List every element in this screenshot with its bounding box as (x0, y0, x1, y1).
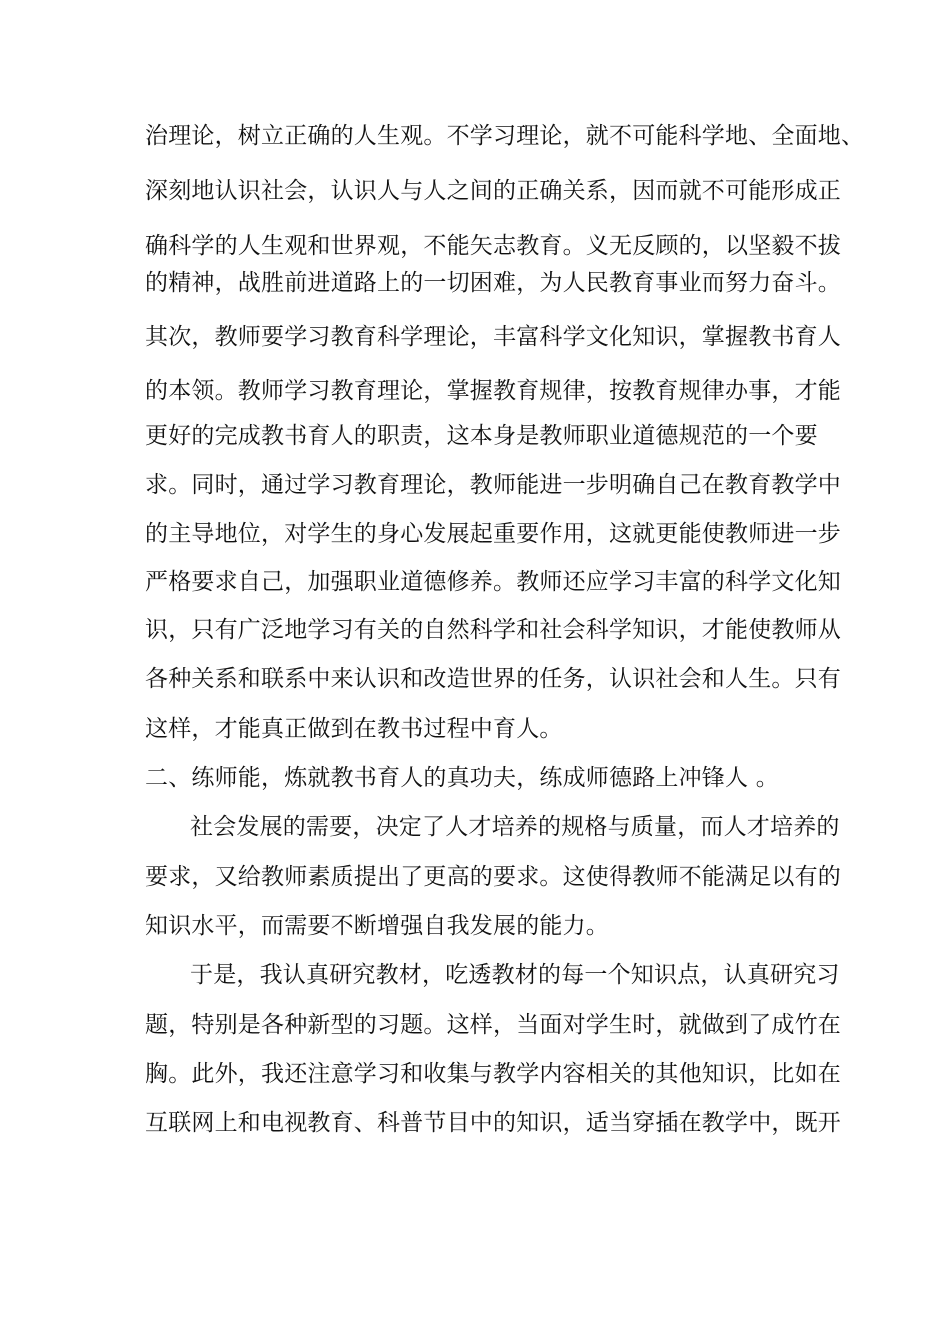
text-line-18: 于是，我认真研究教材，吃透教材的每一个知识点，认真研究习 (190, 962, 840, 988)
text-line-3: 确科学的人生观和世界观，不能矢志教育。义无反顾的，以坚毅不拔 (145, 233, 841, 259)
text-line-5: 其次，教师要学习教育科学理论，丰富科学文化知识，掌握教书育人 (145, 324, 841, 350)
text-line-17: 知识水平，而需要不断增强自我发展的能力。 (145, 913, 609, 939)
text-line-12: 各种关系和联系中来认识和改造世界的任务，认识社会和人生。只有 (145, 666, 841, 692)
section-heading: 二、练师能，炼就教书育人的真功夫，练成师德路上冲锋人 。 (145, 765, 779, 791)
text-line-13: 这样，才能真正做到在教书过程中育人。 (145, 716, 563, 742)
text-line-7: 更好的完成教书育人的职责，这本身是教师职业道德规范的一个要 (145, 423, 818, 449)
text-line-1: 治理论，树立正确的人生观。不学习理论，就不可能科学地、全面地、 (145, 123, 865, 149)
text-line-19: 题，特别是各种新型的习题。这样，当面对学生时，就做到了成竹在 (145, 1012, 841, 1038)
text-line-9: 的主导地位，对学生的身心发展起重要作用，这就更能使教师进一步 (145, 521, 841, 547)
text-line-8: 求。同时，通过学习教育理论，教师能进一步明确自己在教育教学中 (145, 472, 841, 498)
text-line-4: 的精神，战胜前进道路上的一切困难，为人民教育事业而努力奋斗。 (145, 270, 841, 296)
text-line-2: 深刻地认识社会，认识人与人之间的正确关系，因而就不可能形成正 (145, 178, 841, 204)
text-line-21: 互联网上和电视教育、科普节目中的知识，适当穿插在教学中，既开 (145, 1110, 841, 1136)
text-line-16: 要求，又给教师素质提出了更高的要求。这使得教师不能满足以有的 (145, 864, 841, 890)
text-line-10: 严格要求自己，加强职业道德修养。教师还应学习丰富的科学文化知 (145, 569, 841, 595)
text-line-11: 识，只有广泛地学习有关的自然科学和社会科学知识，才能使教师从 (145, 617, 841, 643)
text-line-15: 社会发展的需要，决定了人才培养的规格与质量，而人才培养的 (190, 814, 840, 840)
text-line-6: 的本领。教师学习教育理论，掌握教育规律，按教育规律办事，才能 (145, 378, 841, 404)
text-line-20: 胸。此外，我还注意学习和收集与教学内容相关的其他知识，比如在 (145, 1061, 841, 1087)
